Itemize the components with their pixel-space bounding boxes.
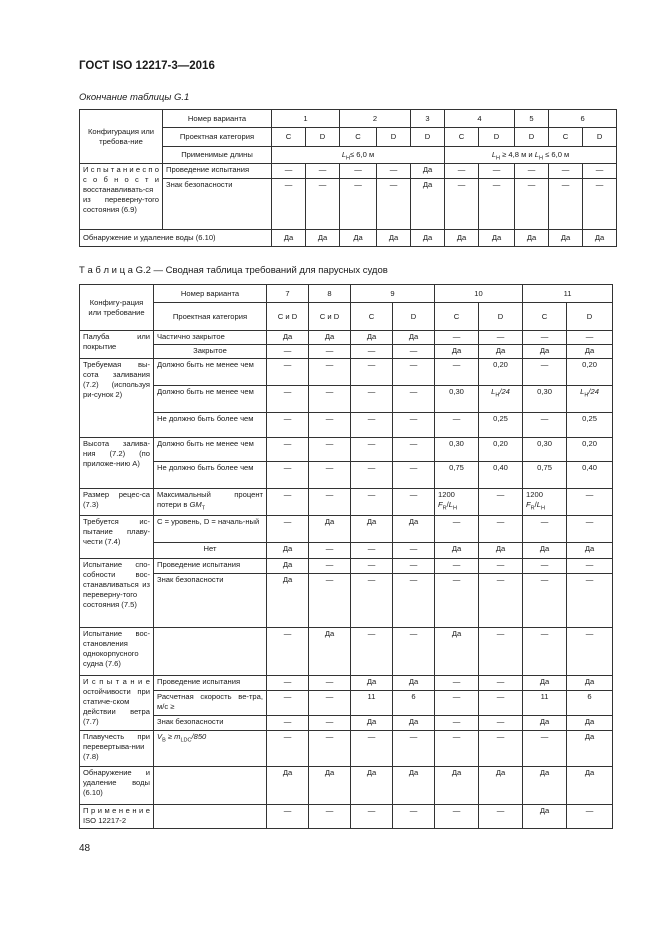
table-cell: Да <box>377 230 411 247</box>
category-cell: D <box>393 303 435 331</box>
table-row <box>80 716 613 731</box>
test-label: Проведение испытания <box>163 164 272 179</box>
capsize-requirement: И с п ы т а н и е с п о с о б н о с т и восстанавливать-ся из переверну-того состояния (6.9) <box>80 164 163 230</box>
table-cell: 0,20 <box>479 359 523 386</box>
deck-requirement: Палуба или покрытие <box>80 331 154 359</box>
table-cell: — <box>340 164 377 179</box>
table-cell: — <box>393 462 435 489</box>
table-cell: Да <box>267 543 309 559</box>
table-cell: — <box>523 516 567 543</box>
table-cell: — <box>567 628 613 676</box>
table-cell: Да <box>523 543 567 559</box>
table-cell: 0,20 <box>567 438 613 462</box>
table-cell: Да <box>351 516 393 543</box>
table-cell: — <box>393 359 435 386</box>
table-cell: — <box>393 386 435 413</box>
variant-number: 5 <box>515 110 549 128</box>
table-cell: Да <box>309 767 351 805</box>
table-cell: Да <box>393 716 435 731</box>
table-cell: Да <box>567 676 613 691</box>
table-cell: — <box>351 805 393 829</box>
table-cell: 1200 $F_R/L_H$ <box>435 489 479 516</box>
table-cell: — <box>567 489 613 516</box>
table-row <box>80 331 613 345</box>
table-cell: Да <box>479 767 523 805</box>
table-cell: Да <box>435 767 479 805</box>
table-cell: — <box>309 359 351 386</box>
table-row <box>80 574 613 628</box>
table-cell: — <box>351 386 393 413</box>
table-cell: — <box>523 359 567 386</box>
table-cell: — <box>393 559 435 574</box>
length-range: $L_H\le 6,0$ м <box>272 147 445 164</box>
table-row <box>80 731 613 767</box>
table-row <box>80 413 613 438</box>
iso-requirement: П р и м е н е н и е ISO 12217-2 <box>80 805 154 829</box>
category-cell: C <box>435 303 479 331</box>
category-cell: D <box>583 128 617 147</box>
table-cell: Да <box>515 230 549 247</box>
table-cell: 0,40 <box>567 462 613 489</box>
table-cell: — <box>309 574 351 628</box>
table-cell: Да <box>351 716 393 731</box>
category-cell: C <box>351 303 393 331</box>
table-cell: 1200 $F_R/L_H$ <box>523 489 567 516</box>
category-cell: C <box>549 128 583 147</box>
category-cell: D <box>479 303 523 331</box>
table-cell: — <box>435 691 479 716</box>
variant-label: Номер варианта <box>154 285 267 303</box>
table-cell: Да <box>435 543 479 559</box>
table-cell: — <box>567 805 613 829</box>
table-row <box>80 489 613 516</box>
table-cell: — <box>267 386 309 413</box>
table-cell: Расчетная скорость ве-тра, м/с ≥ <box>154 691 267 716</box>
table-cell: — <box>393 731 435 767</box>
table-cell: Да <box>393 331 435 345</box>
table-cell: Да <box>267 767 309 805</box>
table-cell: — <box>479 489 523 516</box>
table-row <box>80 805 613 829</box>
table-cell: Да <box>567 731 613 767</box>
restore-requirement: Испытание вос-становления однокорпусного судна (7.6) <box>80 628 154 676</box>
table-cell: — <box>306 164 340 179</box>
table-row <box>80 767 613 805</box>
table-cell: Да <box>523 345 567 359</box>
table-row <box>80 691 613 716</box>
table-cell: — <box>479 628 523 676</box>
table-row <box>80 386 613 413</box>
table-cell: — <box>309 489 351 516</box>
variant-label: Номер варианта <box>163 110 272 128</box>
table-cell: — <box>549 179 583 230</box>
table-row <box>80 559 613 574</box>
variant-number: 4 <box>445 110 515 128</box>
table-cell: Да <box>523 767 567 805</box>
flood2-requirement: Высота залива-ния (7.2) (по приложе-нию А) <box>80 438 154 489</box>
table-cell: Проведение испытания <box>154 676 267 691</box>
table-cell: C = уровень, D = началь-ный <box>154 516 267 543</box>
category-label: Проектная категория <box>163 128 272 147</box>
table-cell: — <box>309 386 351 413</box>
table-cell: Да <box>435 345 479 359</box>
table-cell: — <box>567 516 613 543</box>
table-cell: $V_B \ge m_{LDC}/850$ <box>154 731 267 767</box>
category-cell: C <box>445 128 479 147</box>
table-cell: — <box>309 691 351 716</box>
table-cell: — <box>393 628 435 676</box>
table-cell: — <box>567 331 613 345</box>
category-cell: D <box>306 128 340 147</box>
water-requirement: Обнаружение и удаление воды (6.10) <box>80 230 272 247</box>
table-cell: Проведение испытания <box>154 559 267 574</box>
table-row <box>80 676 613 691</box>
lengths-label: Применимые длины <box>163 147 272 164</box>
table-cell: — <box>435 716 479 731</box>
table-g1 <box>79 109 617 247</box>
variant-number: 9 <box>351 285 435 303</box>
table-cell: — <box>309 676 351 691</box>
table-cell: Да <box>523 716 567 731</box>
table-cell: — <box>351 438 393 462</box>
table-cell: — <box>351 462 393 489</box>
table-cell <box>154 805 267 829</box>
table-cell: — <box>523 574 567 628</box>
category-label: Проектная категория <box>154 303 267 331</box>
safety-label: Знак безопасности <box>163 179 272 230</box>
table-row <box>80 462 613 489</box>
table-cell: Должно быть не менее чем <box>154 386 267 413</box>
recess-requirement: Размер рецес-са (7.3) <box>80 489 154 516</box>
table-cell: — <box>479 164 515 179</box>
document-header: ГОСТ ISO 12217-3—2016 <box>79 60 215 72</box>
table-cell: $L_H/24$ <box>567 386 613 413</box>
table-cell: Должно быть не менее чем <box>154 359 267 386</box>
table-cell: Да <box>411 164 445 179</box>
category-cell: C <box>523 303 567 331</box>
table-cell: — <box>523 413 567 438</box>
length-range: $L_H \ge 4,8$ м и $L_H \le 6,0$ м <box>445 147 617 164</box>
table-cell: Да <box>479 543 523 559</box>
table-cell: Максимальный процент потери в $GM_T$ <box>154 489 267 516</box>
table-cell: — <box>515 179 549 230</box>
table-cell: Да <box>267 559 309 574</box>
table-cell: — <box>377 179 411 230</box>
table-cell: 6 <box>393 691 435 716</box>
table-row <box>80 110 617 128</box>
table-cell: — <box>351 489 393 516</box>
table-cell: Да <box>479 345 523 359</box>
table-cell: Да <box>411 230 445 247</box>
table-cell: — <box>267 359 309 386</box>
table-cell: — <box>267 438 309 462</box>
table-cell: — <box>479 716 523 731</box>
table-cell: — <box>340 179 377 230</box>
table-cell: — <box>309 559 351 574</box>
table-row <box>80 516 613 543</box>
table-cell: Частично закрытое <box>154 331 267 345</box>
table-cell: — <box>267 345 309 359</box>
table-g1-caption: Окончание таблицы G.1 <box>79 92 190 103</box>
table-cell: — <box>267 516 309 543</box>
table-cell: — <box>435 574 479 628</box>
table-cell: Да <box>479 230 515 247</box>
category-cell: D <box>479 128 515 147</box>
table-cell: Да <box>567 543 613 559</box>
variant-number: 3 <box>411 110 445 128</box>
variant-number: 10 <box>435 285 523 303</box>
table-cell: 0,25 <box>567 413 613 438</box>
table-cell: Должно быть не менее чем <box>154 438 267 462</box>
category-cell: D <box>377 128 411 147</box>
table-g2-caption: Т а б л и ц а G.2 — Сводная таблица требований для парусных судов <box>79 265 388 276</box>
capsize-requirement: Испытание спо-собности вос-станавливаться из переверну-того состояния (7.5) <box>80 559 154 628</box>
table-cell: — <box>393 805 435 829</box>
table-cell: — <box>267 716 309 731</box>
table-cell: — <box>309 731 351 767</box>
table-cell: 0,75 <box>523 462 567 489</box>
table-cell: — <box>351 345 393 359</box>
table-cell: Да <box>267 574 309 628</box>
table-cell: — <box>267 489 309 516</box>
variant-number: 8 <box>309 285 351 303</box>
table-cell: — <box>351 628 393 676</box>
table-cell: Да <box>267 331 309 345</box>
category-cell: C и D <box>267 303 309 331</box>
table-cell: — <box>309 716 351 731</box>
table-cell: Да <box>583 230 617 247</box>
table-cell: Да <box>351 676 393 691</box>
table-cell: 11 <box>351 691 393 716</box>
table-cell: — <box>267 676 309 691</box>
config-header: Конфигурация или требова-ние <box>80 110 163 164</box>
table-cell: — <box>435 731 479 767</box>
table-cell: — <box>351 559 393 574</box>
table-cell: 0,25 <box>479 413 523 438</box>
table-cell: 0,30 <box>435 438 479 462</box>
table-cell: Да <box>393 767 435 805</box>
table-cell: — <box>479 691 523 716</box>
variant-number: 11 <box>523 285 613 303</box>
table-cell: — <box>567 559 613 574</box>
table-cell: Да <box>567 716 613 731</box>
table-row <box>80 230 617 247</box>
table-cell: Да <box>340 230 377 247</box>
table-cell: Да <box>523 805 567 829</box>
table-row <box>80 303 613 331</box>
table-cell: Да <box>435 628 479 676</box>
table-cell: Да <box>411 179 445 230</box>
table-row <box>80 543 613 559</box>
table-row <box>80 164 617 179</box>
table-cell: — <box>523 559 567 574</box>
table-cell: — <box>435 559 479 574</box>
table-cell: Да <box>393 516 435 543</box>
float-requirement: Требуется ис-пытание плаву-чести (7.4) <box>80 516 154 559</box>
table-cell: — <box>435 805 479 829</box>
table-cell: 0,75 <box>435 462 479 489</box>
table-cell: Нет <box>154 543 267 559</box>
table-cell: — <box>435 413 479 438</box>
category-cell: C и D <box>309 303 351 331</box>
table-cell: — <box>309 805 351 829</box>
table-cell: — <box>567 574 613 628</box>
table-cell: — <box>479 574 523 628</box>
table-cell: — <box>583 164 617 179</box>
table-cell: — <box>267 413 309 438</box>
table-cell: — <box>479 676 523 691</box>
table-cell: — <box>435 676 479 691</box>
table-row <box>80 345 613 359</box>
table-cell: — <box>267 462 309 489</box>
table-cell: — <box>393 413 435 438</box>
table-cell: Да <box>309 628 351 676</box>
table-cell: 0,30 <box>523 438 567 462</box>
table-cell: Да <box>567 345 613 359</box>
table-cell: — <box>583 179 617 230</box>
table-cell: — <box>445 164 479 179</box>
table-cell: 0,20 <box>567 359 613 386</box>
table-cell: — <box>267 628 309 676</box>
table-cell: Не должно быть более чем <box>154 413 267 438</box>
table-cell: — <box>393 345 435 359</box>
stability-requirement: И с п ы т а н и е остойчивости при статиче-ском действии ветра (7.7) <box>80 676 154 731</box>
table-cell: — <box>549 164 583 179</box>
table-cell: — <box>351 413 393 438</box>
table-cell: — <box>393 574 435 628</box>
category-cell: C <box>272 128 306 147</box>
table-cell: — <box>267 691 309 716</box>
table-cell: Не должно быть более чем <box>154 462 267 489</box>
table-row <box>80 438 613 462</box>
table-cell: Да <box>393 676 435 691</box>
table-cell: Да <box>567 767 613 805</box>
table-cell: — <box>479 516 523 543</box>
table-cell: — <box>523 731 567 767</box>
table-cell: — <box>267 731 309 767</box>
table-cell: — <box>393 489 435 516</box>
inverted-float-requirement: Плавучесть при перевертыва-нии (7.8) <box>80 731 154 767</box>
table-cell: — <box>435 516 479 543</box>
table-cell: Да <box>306 230 340 247</box>
table-cell: — <box>479 731 523 767</box>
table-cell: — <box>309 462 351 489</box>
table-cell: — <box>309 413 351 438</box>
variant-number: 7 <box>267 285 309 303</box>
table-cell: Закрытое <box>154 345 267 359</box>
category-cell: D <box>567 303 613 331</box>
table-cell: — <box>445 179 479 230</box>
table-row <box>80 359 613 386</box>
table-cell: Да <box>523 676 567 691</box>
table-cell: Да <box>272 230 306 247</box>
table-cell: — <box>393 438 435 462</box>
variant-number: 2 <box>340 110 411 128</box>
table-cell: Знак безопасности <box>154 574 267 628</box>
table-cell: Да <box>351 767 393 805</box>
table-cell: — <box>351 359 393 386</box>
table-cell: — <box>377 164 411 179</box>
table-cell: — <box>479 331 523 345</box>
table-cell: Да <box>309 516 351 543</box>
table-cell: — <box>515 164 549 179</box>
table-cell: — <box>309 345 351 359</box>
table-g2 <box>79 284 613 829</box>
variant-number: 1 <box>272 110 340 128</box>
table-cell: — <box>267 805 309 829</box>
table-cell: Да <box>445 230 479 247</box>
table-cell: 0,30 <box>435 386 479 413</box>
table-cell: Да <box>309 331 351 345</box>
table-cell: — <box>479 805 523 829</box>
table-cell: — <box>393 543 435 559</box>
table-cell: — <box>435 331 479 345</box>
water-requirement: Обнаружение и удаление воды (6.10) <box>80 767 154 805</box>
variant-number: 6 <box>549 110 617 128</box>
table-cell: — <box>435 359 479 386</box>
category-cell: D <box>515 128 549 147</box>
config-header: Конфигу-рация или требование <box>80 285 154 331</box>
table-cell <box>154 767 267 805</box>
table-cell: — <box>306 179 340 230</box>
table-cell: 0,20 <box>479 438 523 462</box>
table-cell: — <box>272 164 306 179</box>
table-cell <box>154 628 267 676</box>
table-cell: 0,40 <box>479 462 523 489</box>
table-cell: Да <box>351 331 393 345</box>
table-cell: — <box>351 731 393 767</box>
table-cell: 11 <box>523 691 567 716</box>
table-cell: — <box>272 179 306 230</box>
table-cell: — <box>309 438 351 462</box>
table-cell: — <box>523 331 567 345</box>
table-cell: 0,30 <box>523 386 567 413</box>
flood-requirement: Требуемая вы-сота заливания (7.2) (используя ри-сунок 2) <box>80 359 154 438</box>
table-cell: — <box>351 574 393 628</box>
table-row <box>80 628 613 676</box>
category-cell: D <box>411 128 445 147</box>
table-cell: — <box>309 543 351 559</box>
table-cell: Да <box>549 230 583 247</box>
page-number: 48 <box>79 843 91 854</box>
table-cell: 6 <box>567 691 613 716</box>
table-cell: — <box>479 559 523 574</box>
table-cell: — <box>351 543 393 559</box>
table-cell: $L_H/24$ <box>479 386 523 413</box>
table-cell: — <box>479 179 515 230</box>
table-cell: — <box>523 628 567 676</box>
table-row <box>80 285 613 303</box>
category-cell: C <box>340 128 377 147</box>
table-cell: Знак безопасности <box>154 716 267 731</box>
